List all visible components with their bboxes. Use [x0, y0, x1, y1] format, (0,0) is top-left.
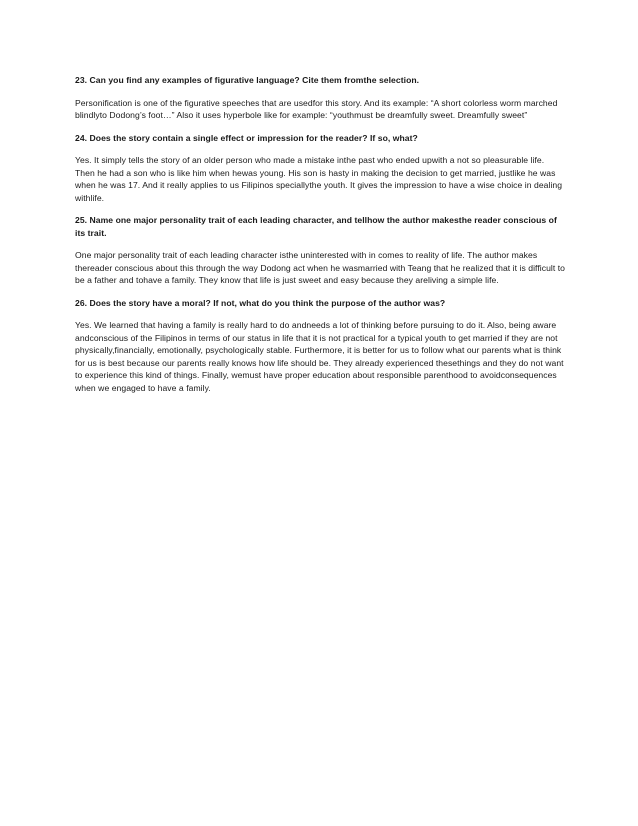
question-26: 26. Does the story have a moral? If not, what do you think the purpose of the author was? — [75, 297, 446, 308]
question-25: 25. Name one major personality trait of each leading character, and tellhow the author makesthe reader conscious of its trait. — [75, 215, 557, 238]
answer-25: One major personality trait of each leading character isthe uninterested with in comes to reality of life. The author makes thereader conscious about this through the way Dodong act when he wasmarried with Teang that he realized that it is difficult to be a father and tohave a family. They know that life is just sweet and easy because they areliving a simple life. — [75, 250, 566, 285]
answer-24: Yes. It simply tells the story of an older person who made a mistake inthe past who ended upwith a not so pleasurable life. Then he had a son who is like him when hewas young. His son is hasty in making the decision to get married, justlike he was when he was 17. And it really applies to us Filipinos speciallythe youth. It gives the impression to have a wise choice in dealing withlife. — [75, 155, 563, 203]
answer-26: Yes. We learned that having a family is really hard to do andneeds a lot of thinking before pursuing to do it. Also, being aware andconscious of the Filipinos in terms of our status in life that it is not practical for a typical youth to get married if they are not physically,financially, emotionally, psychologically stable. Furthermore, it is better for us to follow what our parents what is think for us is best because our parents really knows how life should be. They already experienced thesethings and they do not want to experience this kind of things. Finally, wemust have proper education about responsible parenthood to avoidconsequences when we engaged to have a family. — [75, 320, 564, 393]
question-block-23 — [75, 74, 565, 122]
question-block-24 — [75, 132, 565, 205]
document-body — [75, 74, 565, 404]
question-23: 23. Can you find any examples of figurative language? Cite them fromthe selection. — [75, 75, 420, 85]
question-block-26 — [75, 297, 565, 395]
question-block-25 — [75, 214, 565, 287]
question-24: 24. Does the story contain a single effect or impression for the reader? If so, what? — [75, 132, 418, 143]
answer-23: Personification is one of the figurative speeches that are usedfor this story. And its example: “A short colorless worm marched blindlyto Dodong’s foot…” Also it uses hyperbole like for example: “youthmust be dreamfully sweet. Dreamfully sweet” — [75, 97, 558, 120]
